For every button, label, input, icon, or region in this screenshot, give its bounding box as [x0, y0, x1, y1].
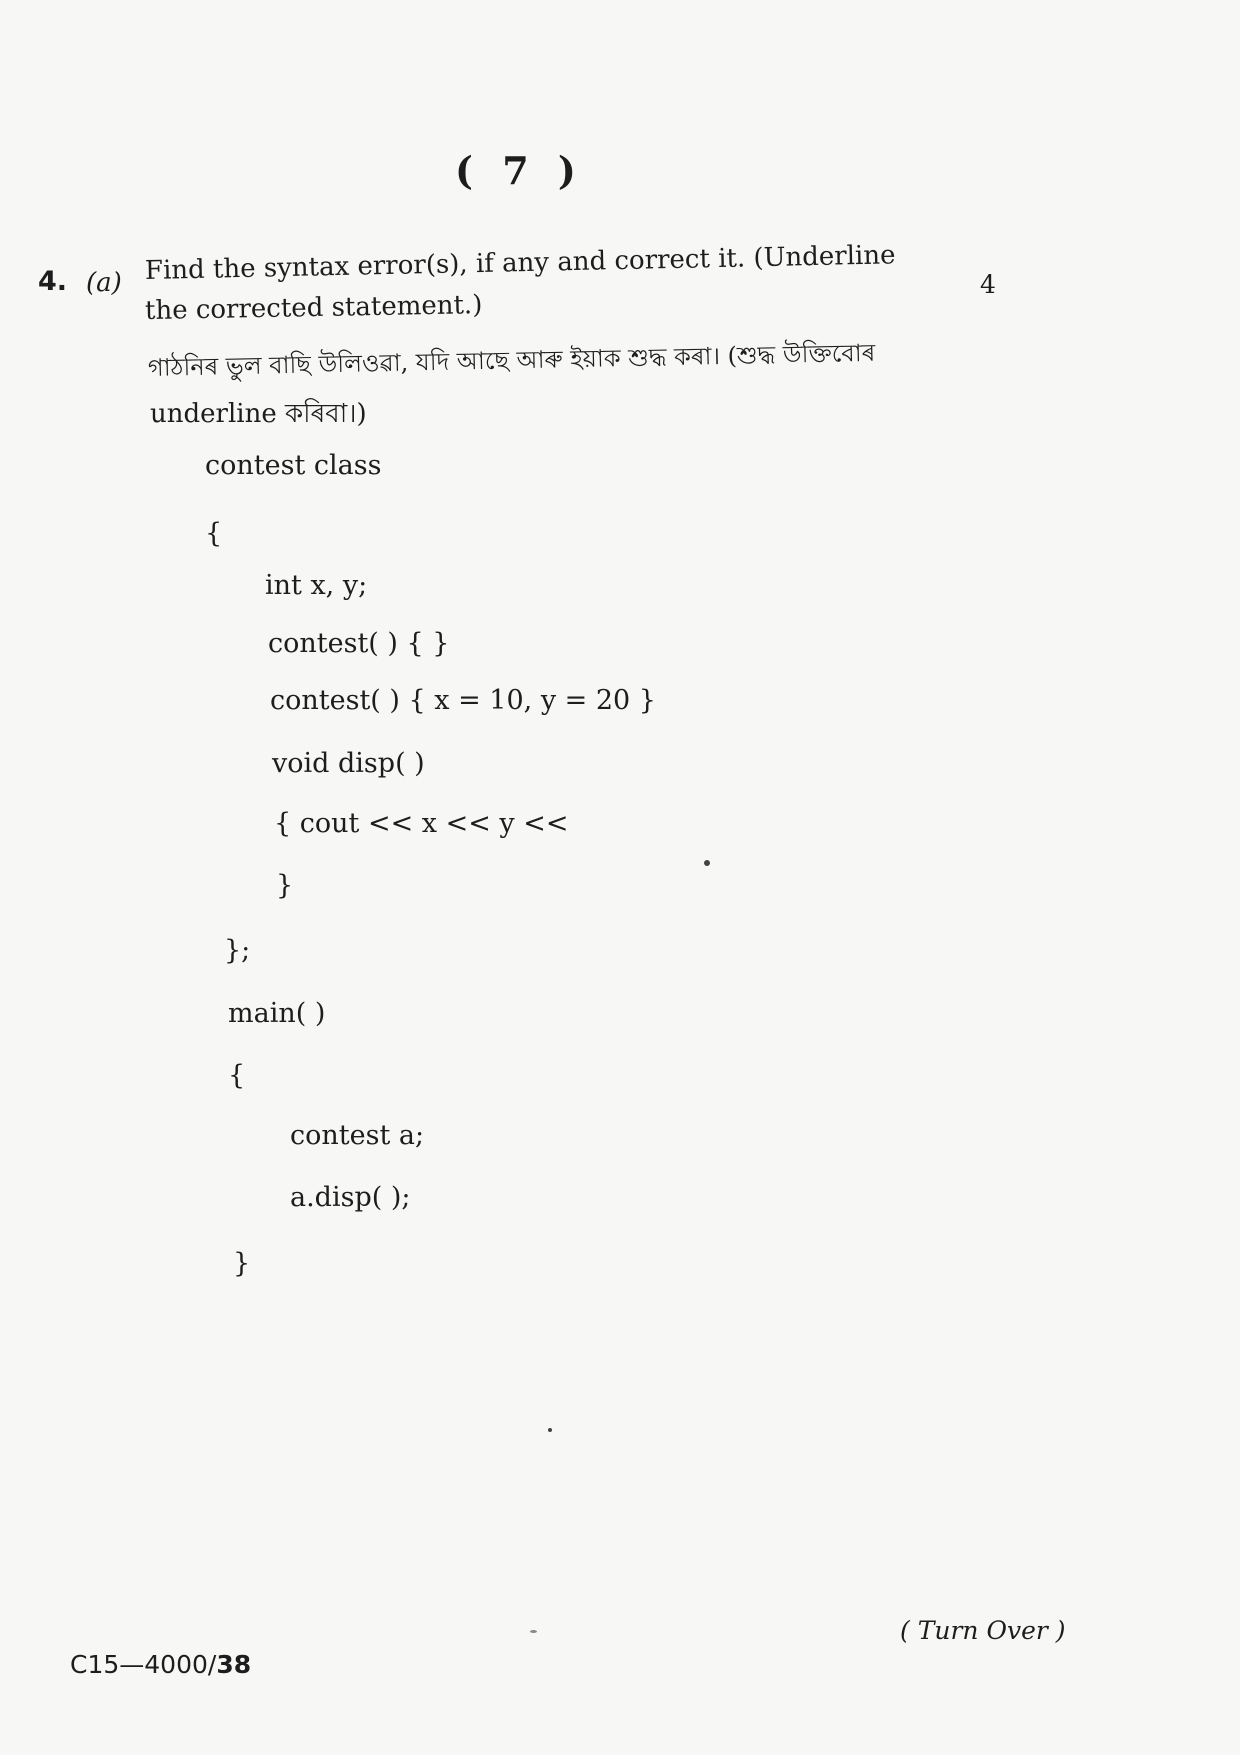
- question-marks: 4: [980, 270, 996, 299]
- question-text-english-line1: Find the syntax error(s), if any and correct it. (Underline: [144, 240, 896, 286]
- code-line: };: [224, 935, 251, 966]
- code-line: contest( ) { x = 10, y = 20 }: [270, 685, 656, 716]
- question-part: (a): [86, 268, 122, 298]
- turn-over-note: ( Turn Over ): [900, 1616, 1066, 1645]
- code-line: int x, y;: [265, 570, 368, 601]
- code-line: {: [205, 518, 223, 549]
- paper-code-bold: 38: [216, 1650, 252, 1679]
- question-text-english-line2: the corrected statement.): [144, 290, 483, 326]
- question-text-assamese-line2: underline কৰিবা।): [150, 399, 367, 429]
- code-line: {: [228, 1060, 246, 1091]
- code-line: contest( ) { }: [268, 628, 450, 659]
- paper-code: [70, 1650, 251, 1679]
- question-number: 4.: [38, 266, 68, 297]
- code-line: contest class: [205, 450, 382, 481]
- code-line: }: [233, 1248, 251, 1279]
- code-line: contest a;: [290, 1120, 425, 1151]
- question-text-assamese-line1: গাঠনিৰ ভুল বাছি উলিওৱা, যদি আছে আৰু ইয়াক শুদ্ধ কৰা। (শুদ্ধ উক্তিবোৰ: [147, 338, 876, 382]
- code-line: void disp( ): [272, 748, 425, 779]
- code-line: main( ): [228, 998, 326, 1029]
- scan-speck: [530, 1630, 537, 1633]
- page-number: ( 7 ): [455, 148, 584, 193]
- paper-code-prefix: C15—4000/: [70, 1650, 217, 1679]
- code-line: }: [276, 870, 294, 901]
- code-line: a.disp( );: [290, 1182, 411, 1213]
- code-line: { cout << x << y <<: [274, 808, 569, 839]
- scan-speck: [704, 860, 710, 866]
- scan-speck: [548, 1428, 552, 1432]
